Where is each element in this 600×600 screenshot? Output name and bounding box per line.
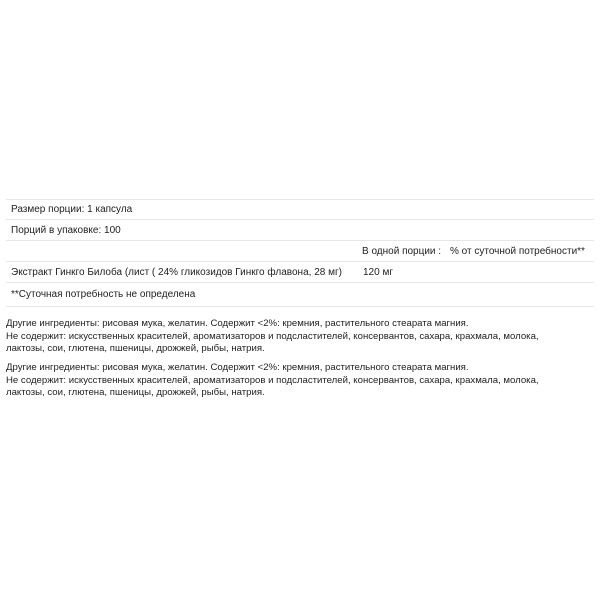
serving-size-row (6, 199, 594, 220)
other-ingredients-text-1: Другие ингредиенты: рисовая мука, желатин. Содержит <2%: кремния, растительного стеарата магния. Не содержит: искусственных красителей, ароматизаторов и подсластителей, консервантов, сахара, крахмала, молока, лактозы, сои, глютена, пшеницы, дрожжей, рыбы, натрия. (6, 318, 539, 354)
servings-per-container-row (6, 220, 594, 241)
daily-value-header: % от суточной потребности** (450, 245, 585, 257)
footnote-row (6, 283, 594, 307)
serving-size-label: Размер порции: 1 капсула (11, 204, 133, 215)
other-ingredients-text-2: Другие ингредиенты: рисовая мука, желатин. Содержит <2%: кремния, растительного стеарата магния. Не содержит: искусственных красителей, ароматизаторов и подсластителей, консервантов, сахара, крахмала, молока, лактозы, сои, глютена, пшеницы, дрожжей, рыбы, натрия. (6, 362, 539, 398)
table-header-row (6, 241, 594, 262)
supplement-facts-table (6, 199, 594, 307)
servings-per-container-label: Порций в упаковке: 100 (11, 224, 121, 236)
footnote-text: **Суточная потребность не определена (11, 289, 196, 300)
ingredient-amount: 120 мг (363, 266, 393, 278)
per-serving-header: В одной порции : (362, 245, 442, 257)
ingredient-row (6, 262, 594, 283)
ingredient-name: Экстракт Гинкго Билоба (лист ( 24% гликозидов Гинкго флавона, 28 мг) (11, 266, 342, 278)
